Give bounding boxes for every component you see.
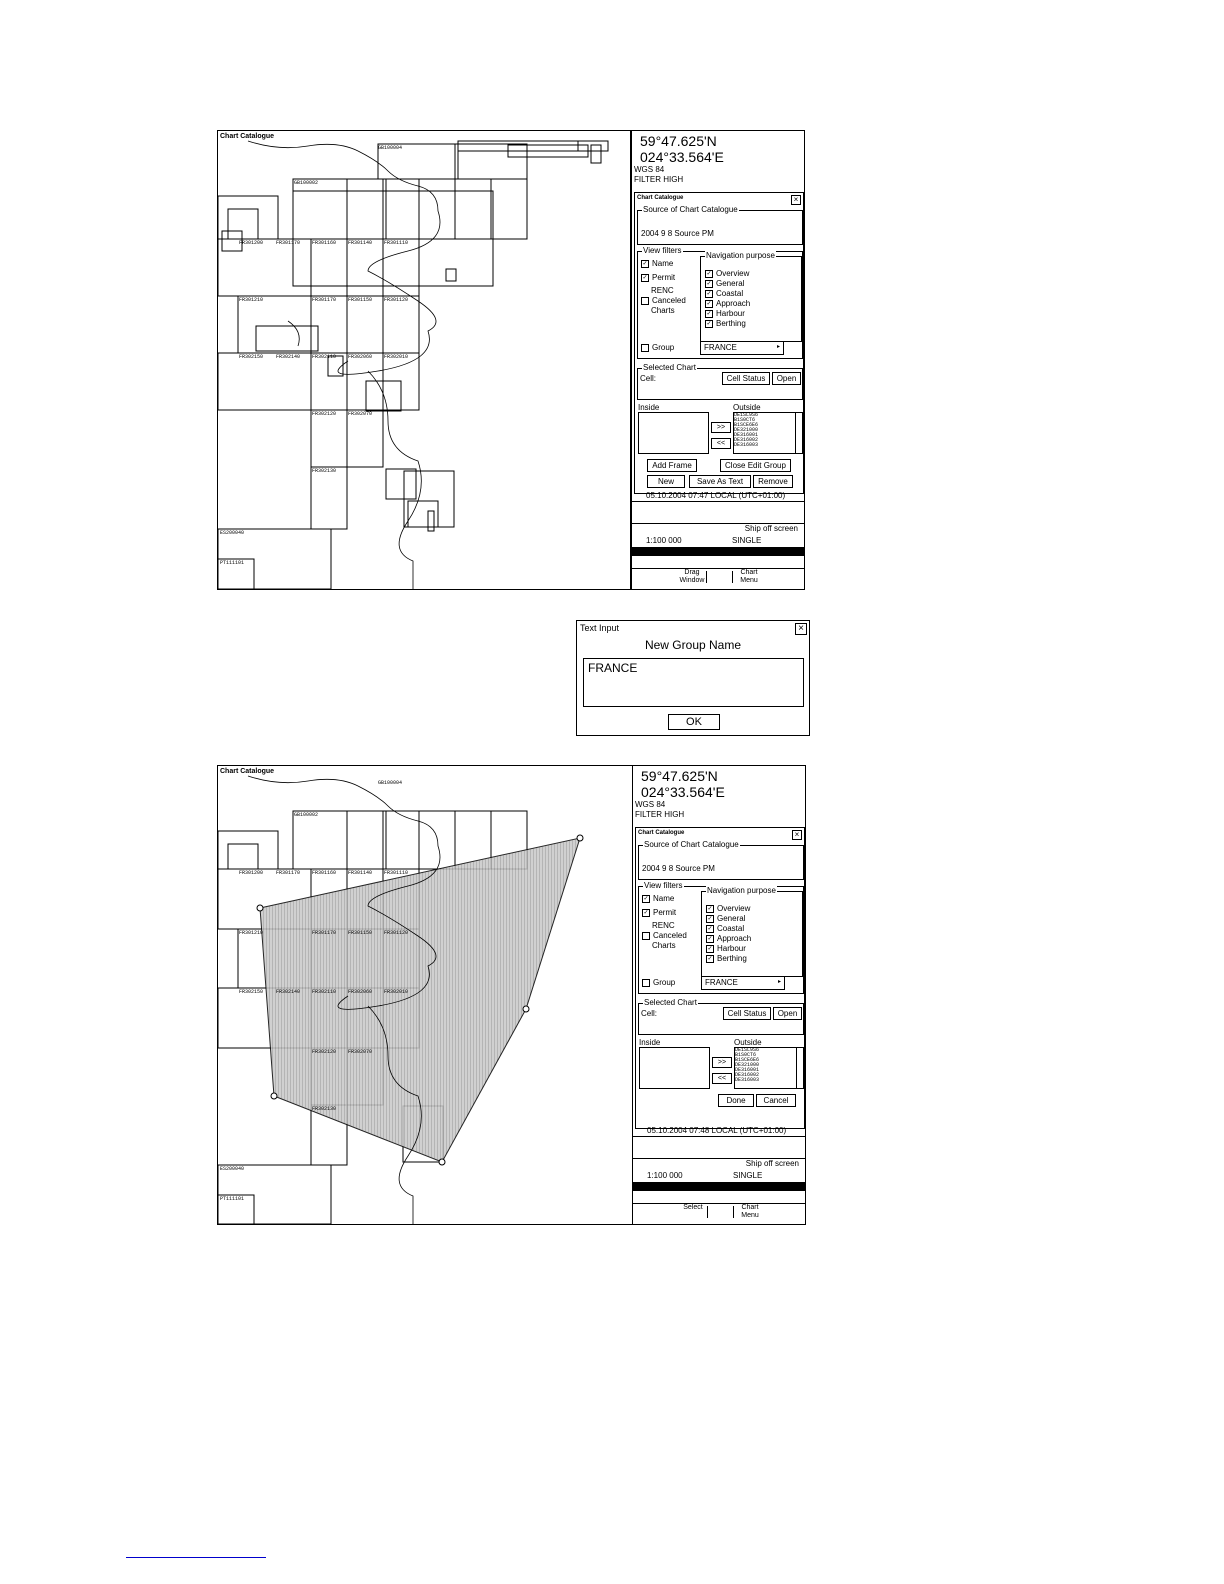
- chevron-right-icon: ▸: [777, 979, 781, 985]
- chart-menu-softkey[interactable]: Chart Menu: [741, 1204, 759, 1219]
- nav-general[interactable]: ✓ General: [706, 279, 745, 288]
- chart-catalogue-dialog: [634, 192, 804, 494]
- source-group: Source of Chart Catalogue 2004 9 8 Source PM: [638, 845, 804, 880]
- checkbox-icon: ✓: [707, 945, 713, 952]
- cell-status-button[interactable]: Cell Status: [722, 372, 770, 385]
- filter-charts-label: Charts: [651, 306, 675, 315]
- filter-level: FILTER HIGH: [635, 810, 685, 819]
- checkbox-icon: ✓: [707, 915, 713, 922]
- add-frame-button[interactable]: Add Frame: [647, 459, 697, 472]
- longitude: 024°33.564'E: [640, 149, 724, 165]
- move-left-button[interactable]: <<: [712, 1073, 732, 1084]
- group-select[interactable]: FRANCE ▸: [700, 341, 784, 355]
- cell-label: Cell:: [641, 1009, 658, 1018]
- cell-label: Cell:: [640, 374, 657, 383]
- list-item: B1S0CT6: [735, 1052, 757, 1058]
- dialog-title: Chart Catalogue: [638, 830, 685, 836]
- drag-window-softkey[interactable]: Drag Window: [679, 569, 705, 584]
- group-checkbox[interactable]: Group: [642, 978, 675, 987]
- nav-general[interactable]: ✓ General: [707, 914, 746, 923]
- checkbox-icon: ✓: [706, 300, 712, 307]
- nav-coastal[interactable]: ✓ Coastal: [706, 289, 744, 298]
- text-input-dialog: [576, 620, 810, 736]
- checkbox-icon: ✓: [643, 909, 649, 916]
- ecdis-screen-1: [217, 130, 805, 590]
- move-right-button[interactable]: >>: [711, 422, 731, 433]
- map-title: Chart Catalogue: [220, 768, 275, 775]
- list-item: DE316001: [734, 432, 759, 438]
- checkbox-icon: ✓: [707, 905, 713, 912]
- filter-permit[interactable]: ✓ Permit: [643, 908, 677, 917]
- nav-harbour[interactable]: ✓ Harbour: [706, 309, 745, 318]
- status-bar: [633, 1182, 805, 1191]
- datum: WGS 84: [634, 165, 665, 174]
- display-mode: SINGLE: [733, 1171, 763, 1180]
- done-button[interactable]: Done: [718, 1094, 754, 1107]
- info-panel-2: [633, 766, 805, 1224]
- chart-cells-1: [218, 131, 630, 589]
- latitude: 59°47.625'N: [640, 133, 717, 149]
- cell-status-button[interactable]: Cell Status: [723, 1007, 771, 1020]
- checkbox-icon: ✓: [706, 290, 712, 297]
- selected-chart-group: Selected Chart Cell: Cell Status Open: [638, 1003, 804, 1035]
- nav-coastal[interactable]: ✓ Coastal: [707, 924, 745, 933]
- inside-list[interactable]: [638, 412, 709, 454]
- nav-berthing[interactable]: ✓ Berthing: [707, 954, 747, 963]
- list-item: B1SCE6E6: [735, 1057, 760, 1063]
- cancel-button[interactable]: Cancel: [756, 1094, 796, 1107]
- group-select[interactable]: FRANCE ▸: [701, 976, 785, 990]
- checkbox-icon: ✓: [642, 260, 648, 267]
- list-item: DE1SL9S6: [735, 1047, 760, 1053]
- nav-overview[interactable]: ✓ Overview: [706, 269, 750, 278]
- dialog-title: Text Input: [580, 623, 620, 633]
- checkbox-icon: ✓: [707, 935, 713, 942]
- group-checkbox[interactable]: Group: [641, 343, 674, 352]
- chart-catalogue-dialog: [635, 827, 805, 1129]
- remove-button[interactable]: Remove: [753, 475, 793, 488]
- list-item: B1S0CT6: [734, 417, 756, 423]
- close-icon[interactable]: ×: [792, 830, 802, 840]
- close-edit-group-button[interactable]: Close Edit Group: [720, 459, 791, 472]
- chart-scale: 1:100 000: [647, 1171, 683, 1180]
- source-value: 2004 9 8 Source PM: [641, 229, 714, 238]
- checkbox-icon: ✓: [706, 280, 712, 287]
- selected-chart-group: Selected Chart Cell: Cell Status Open: [637, 368, 803, 400]
- filter-canceled[interactable]: Canceled: [642, 931, 687, 940]
- nav-overview[interactable]: ✓ Overview: [707, 904, 751, 913]
- list-item: DE316001: [735, 1067, 760, 1073]
- list-item: DE316002: [735, 1072, 760, 1078]
- list-item: DE316003: [734, 442, 759, 448]
- filter-renc-label: RENC: [651, 286, 674, 295]
- scrollbar[interactable]: [796, 1048, 803, 1088]
- list-item: DE316003: [735, 1077, 760, 1083]
- outside-list[interactable]: [733, 412, 803, 454]
- inside-label: Inside: [638, 403, 660, 412]
- filter-name[interactable]: ✓ Name: [642, 259, 674, 268]
- nav-berthing[interactable]: ✓ Berthing: [706, 319, 746, 328]
- checkbox-icon: ✓: [707, 955, 713, 962]
- checkbox-icon: [641, 297, 649, 305]
- ship-status: Ship off screen: [744, 524, 798, 533]
- list-item: DE321000: [735, 1062, 760, 1068]
- nav-approach[interactable]: ✓ Approach: [707, 934, 752, 943]
- outside-list[interactable]: [734, 1047, 804, 1089]
- filter-permit[interactable]: ✓ Permit: [642, 273, 676, 282]
- info-panel-1: [632, 131, 804, 589]
- ecdis-screen-2: [217, 765, 806, 1225]
- scrollbar[interactable]: [795, 413, 802, 453]
- filter-level: FILTER HIGH: [634, 175, 684, 184]
- filter-renc-label: RENC: [652, 921, 675, 930]
- prompt-label: New Group Name: [644, 638, 742, 652]
- filter-name[interactable]: ✓ Name: [643, 894, 675, 903]
- checkbox-icon: [642, 932, 650, 940]
- footnote-separator: [126, 1557, 266, 1558]
- navigation-purpose-group: Navigation purpose ✓ Overview ✓ General ✓ Coastal ✓ Approach ✓ Harbour ✓ Berthing: [701, 891, 803, 977]
- view-filters-group: View filters ✓ Name ✓ Permit RENC Canceled Charts Navigation purpose ✓ Overview ✓ General ✓ Coastal ✓ Approach ✓ Harbour ✓ Berthing Group FRANCE ▸: [637, 251, 803, 359]
- select-softkey[interactable]: Select: [683, 1204, 703, 1211]
- checkbox-icon: ✓: [706, 270, 712, 277]
- close-icon[interactable]: ×: [795, 623, 807, 635]
- filter-charts-label: Charts: [652, 941, 676, 950]
- ok-button[interactable]: OK: [668, 714, 720, 730]
- checkbox-icon: ✓: [706, 310, 712, 317]
- checkbox-icon: ✓: [643, 895, 649, 902]
- list-item: DE1SL9S6: [734, 412, 759, 418]
- inside-label: Inside: [639, 1038, 661, 1047]
- checkbox-icon: ✓: [706, 320, 712, 327]
- source-value: 2004 9 8 Source PM: [642, 864, 715, 873]
- list-item: DE316002: [734, 437, 759, 443]
- longitude: 024°33.564'E: [641, 784, 725, 800]
- checkbox-icon: ✓: [642, 274, 648, 281]
- chart-menu-softkey[interactable]: Chart Menu: [740, 569, 758, 584]
- inside-list[interactable]: [639, 1047, 710, 1089]
- filter-canceled[interactable]: Canceled: [641, 296, 686, 305]
- checkbox-icon: [641, 344, 649, 352]
- open-button[interactable]: Open: [773, 1007, 802, 1020]
- checkbox-icon: [642, 979, 650, 987]
- status-bar: [632, 547, 804, 556]
- list-item: B1SCE6E6: [734, 422, 759, 428]
- chart-map-2[interactable]: Chart Catalogue FR301200 FR301170 FR301160 FR301140 FR301110 FR301210 FR301170 FR301150 FR301120 FR302150 FR302140 FR302110 FR302060 FR302010 FR302120 FR302070 FR302130 ES200040 PT111101 GB100004 GB100002: [218, 766, 634, 1224]
- outside-label: Outside: [734, 1038, 762, 1047]
- ship-status: Ship off screen: [745, 1159, 799, 1168]
- close-icon[interactable]: ×: [791, 195, 801, 205]
- chart-cells-2: [218, 766, 632, 1224]
- group-name-input[interactable]: FRANCE: [583, 658, 804, 707]
- datum: WGS 84: [635, 800, 666, 809]
- chart-scale: 1:100 000: [646, 536, 682, 545]
- view-filters-group: View filters ✓ Name ✓ Permit RENC Canceled Charts Navigation purpose ✓ Overview ✓ General ✓ Coastal ✓ Approach ✓ Harbour ✓ Berthing Group FRANCE ▸: [638, 886, 804, 994]
- new-button[interactable]: New: [647, 475, 685, 488]
- chevron-right-icon: ▸: [776, 344, 780, 350]
- group-frame-polygon: [260, 838, 580, 1162]
- navigation-purpose-group: Navigation purpose ✓ Overview ✓ General ✓ Coastal ✓ Approach ✓ Harbour ✓ Berthing: [700, 256, 802, 342]
- chart-map-1[interactable]: Chart Catalogue FR301200 FR301170 FR301160 FR301140 FR301110 FR301210 FR301170 FR301150 FR301120 FR302150 FR302140 FR302110 FR302060 FR302010 FR302120 FR302070 FR302130 ES200040 PT111101 GB100004 GB100002: [218, 131, 632, 589]
- nav-approach[interactable]: ✓ Approach: [706, 299, 751, 308]
- move-right-button[interactable]: >>: [712, 1057, 732, 1068]
- outside-label: Outside: [733, 403, 761, 412]
- timestamp: 05.10.2004 07:48 LOCAL (UTC+01:00): [647, 1126, 787, 1135]
- source-group: Source of Chart Catalogue 2004 9 8 Source PM: [637, 210, 803, 245]
- map-title: Chart Catalogue: [220, 133, 275, 140]
- open-button[interactable]: Open: [772, 372, 801, 385]
- dialog-title: Chart Catalogue: [637, 195, 684, 201]
- timestamp: 05.10.2004 07:47 LOCAL (UTC+01:00): [646, 491, 786, 500]
- checkbox-icon: ✓: [707, 925, 713, 932]
- latitude: 59°47.625'N: [641, 768, 718, 784]
- nav-harbour[interactable]: ✓ Harbour: [707, 944, 746, 953]
- list-item: DE321000: [734, 427, 759, 433]
- move-left-button[interactable]: <<: [711, 438, 731, 449]
- display-mode: SINGLE: [732, 536, 762, 545]
- save-as-text-button[interactable]: Save As Text: [689, 475, 751, 488]
